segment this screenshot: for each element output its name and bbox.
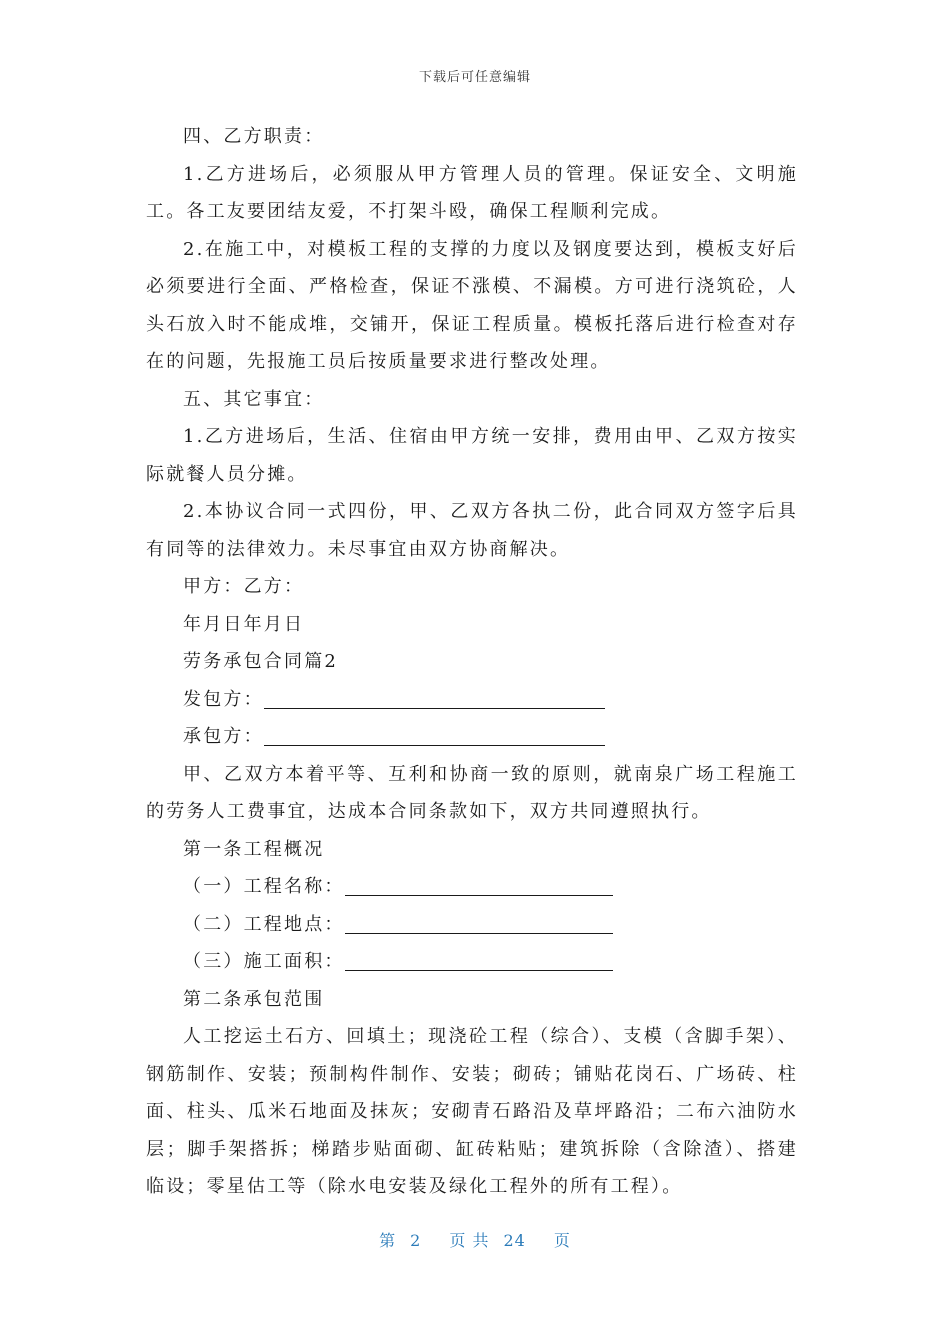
- signature-dates: 年月日年月日: [183, 613, 305, 635]
- article2-scope: 人工挖运土石方、回填土；现浇砼工程（综合）、支模（含脚手架）、钢筋制作、安装；预制构件制作、安装；砌砖；铺贴花岗石、广场砖、柱面、柱头、瓜米石地面及抹灰；安砌青石路沿及草坪路沿；二布六油防水层；脚手架搭拆；梯踏步贴面砌、缸砖粘贴；建筑拆除（含除渣）、搭建临设；零星估工等（除水电安装及绿化工程外的所有工程）。: [146, 1026, 798, 1197]
- contract2-title: 劳务承包合同篇2: [183, 651, 339, 672]
- project-name-line: [146, 868, 798, 906]
- article1-title: 第一条工程概况: [183, 838, 325, 860]
- footer-current-page: 2: [410, 1231, 422, 1250]
- construction-area-label: （三）施工面积：: [183, 951, 345, 972]
- footer-suffix: 页: [553, 1231, 571, 1250]
- project-location-label: （二）工程地点：: [183, 913, 345, 935]
- page-header: 下载后可任意编辑: [418, 70, 531, 85]
- section4-item2: 2.在施工中，对模板工程的支撑的力度以及钢度要达到，模板支好后必须要进行全面、严格检查，保证不涨模、不漏模。方可进行浇筑砼，人头石放入时不能成堆，交铺开，保证工程质量。模板托落后进行检查对存在的问题，先报施工员后按质量要求进行整改处理。: [146, 238, 798, 372]
- section4-item1: 1.乙方进场后，必须服从甲方管理人员的管理。保证安全、文明施工。各工友要团结友爱，不打架斗殴，确保工程顺利完成。: [146, 163, 798, 222]
- section4-title: 四、乙方职责：: [183, 126, 325, 147]
- project-location-blank: [345, 911, 613, 934]
- signature-parties: 甲方：乙方：: [183, 576, 305, 597]
- construction-area-line: [146, 943, 798, 981]
- construction-area-blank: [345, 948, 613, 971]
- footer-total-pages: 24: [503, 1231, 526, 1250]
- page-footer: [0, 1228, 950, 1251]
- article2-title: 第二条承包范围: [183, 988, 325, 1010]
- contract2-intro: 甲、乙双方本着平等、互利和协商一致的原则，就南泉广场工程施工的劳务人工费事宜，达成本合同条款如下，双方共同遵照执行。: [146, 763, 798, 822]
- employer-label: 发包方：: [183, 688, 264, 710]
- section5-item2: 2.本协议合同一式四份，甲、乙双方各执二份，此合同双方签字后具有同等的法律效力。未尽事宜由双方协商解决。: [146, 501, 798, 560]
- document-body: [146, 118, 798, 1206]
- section5-title: 五、其它事宜：: [183, 388, 325, 410]
- contractor-blank: [264, 723, 605, 746]
- footer-prefix: 第: [379, 1231, 397, 1250]
- project-location-line: [146, 906, 798, 944]
- employer-blank: [264, 686, 605, 709]
- employer-line: [146, 681, 798, 719]
- contractor-label: 承包方：: [183, 726, 264, 747]
- project-name-blank: [345, 873, 613, 896]
- contractor-line: [146, 718, 798, 756]
- section5-item1: 1.乙方进场后，生活、住宿由甲方统一安排，费用由甲、乙双方按实际就餐人员分摊。: [146, 426, 798, 485]
- project-name-label: （一）工程名称：: [183, 876, 345, 897]
- footer-middle: 页 共: [449, 1231, 490, 1250]
